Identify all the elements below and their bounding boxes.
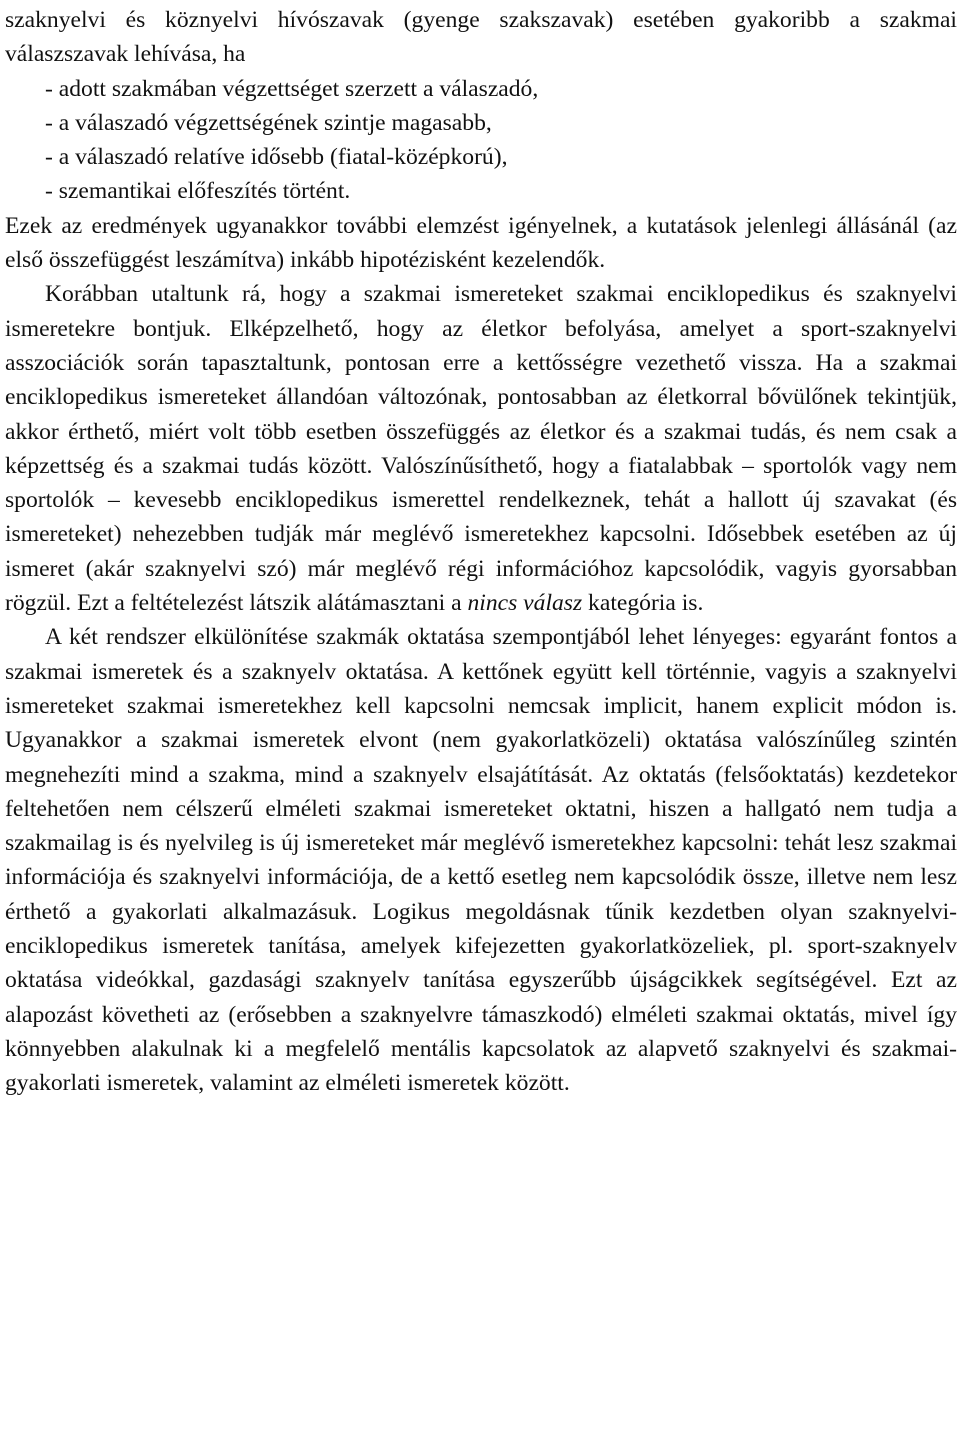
results-paragraph: Ezek az eredmények ugyanakkor további elemzést igényelnek, a kutatások jelenlegi állásánál (az első összefüggést leszámítva) inkább hipotézisként kezelendők. (5, 212, 957, 274)
knowledge-text-end: kategória is. (582, 590, 704, 617)
knowledge-text: Korábban utaltunk rá, hogy a szakmai ismereteket szakmai enciklopedikus és szaknyelvi ismeretekre bontjuk. Elképzelhető, hogy az életkor befolyása, amelyet a sport-szaknyelvi asszociációk során tapasztaltunk, pontosan erre a kettősségre vezethető vissza. Ha a szakmai enciklopedikus ismereteket állandóan változónak, pontosabban az életkorral bővülőnek tekintjük, akkor érthető, miért volt több esetben összefüggés az életkor és a szakmai tudás, és nem csak a képzettség és a szakmai tudás között. Valószínűsíthető, hogy a fiatalabbak – sportolók vagy nem sportolók – kevesebb enciklopedikus ismerettel rendelkeznek, tehát a hallott új szavakat (és ismereteket) nehezebben tudják már meglévő ismeretekhez kapcsolni. Idősebbek esetében az új ismeret (akár szaknyelvi szó) már meglévő régi információhoz kapcsolódik, vagyis gyorsabban rögzül. Ezt a feltételezést látszik alátámasztani a (5, 281, 957, 617)
no-answer-term: nincs válasz (467, 590, 583, 617)
conditions-list (5, 72, 957, 209)
condition-item: - a válaszadó végzettségének szintje magasabb, (45, 109, 492, 136)
condition-item: - szemantikai előfeszítés történt. (45, 178, 351, 205)
intro-paragraph: szaknyelvi és köznyelvi hívószavak (gyenge szakszavak) esetében gyakoribb a szakmai válaszszavak lehívása, ha (5, 7, 957, 68)
education-paragraph: A két rendszer elkülönítése szakmák oktatása szempontjából lehet lényeges: egyaránt fontos a szakmai ismeretek és a szaknyelv oktatása. A kettőnek együtt kell történnie, vagyis a szaknyelvi ismereteket szakmai ismeretekhez kell kapcsolni nemcsak implicit, hanem explicit módon is. Ugyanakkor a szakmai ismeretek elvont (nem gyakorlatközeli) oktatása valószínűleg szintén megnehezíti mind a szakma, mind a szaknyelv elsajátítását. Az oktatás (felsőoktatás) kezdetekor feltehetően nem célszerű elméleti szakmai ismereteket oktatni, hiszen a hallgató nem tudja a szakmailag is és nyelvileg is új ismereteket már meglévő ismeretekhez kapcsolni: tehát lesz szakmai információja és szaknyelvi információja, de a kettő esetleg nem kapcsolódik össze, illetve nem lesz érthető a gyakorlati alkalmazásuk. Logikus megoldásnak tűnik kezdetben olyan szaknyelvi-enciklopedikus ismeretek tanítása, amelyek kifejezetten gyakorlatközeliek, pl. sport-szaknyelv oktatása videókkal, gazdasági szaknyelv tanítása egyszerűbb újságcikkek segítségével. Ezt az alapozást követheti az (erősebben a szaknyelvre támaszkodó) elméleti szakmai oktatás, mivel így könnyebben alakulnak ki a megfelelő mentális kapcsolatok az alapvető szaknyelvi és szakmai-gyakorlati ismeretek, valamint az elméleti ismeretek között. (5, 624, 957, 1097)
condition-item: - a válaszadó relatíve idősebb (fiatal-középkorú), (45, 144, 508, 171)
knowledge-paragraph (5, 277, 957, 620)
condition-item: - adott szakmában végzettséget szerzett a válaszadó, (45, 75, 539, 102)
